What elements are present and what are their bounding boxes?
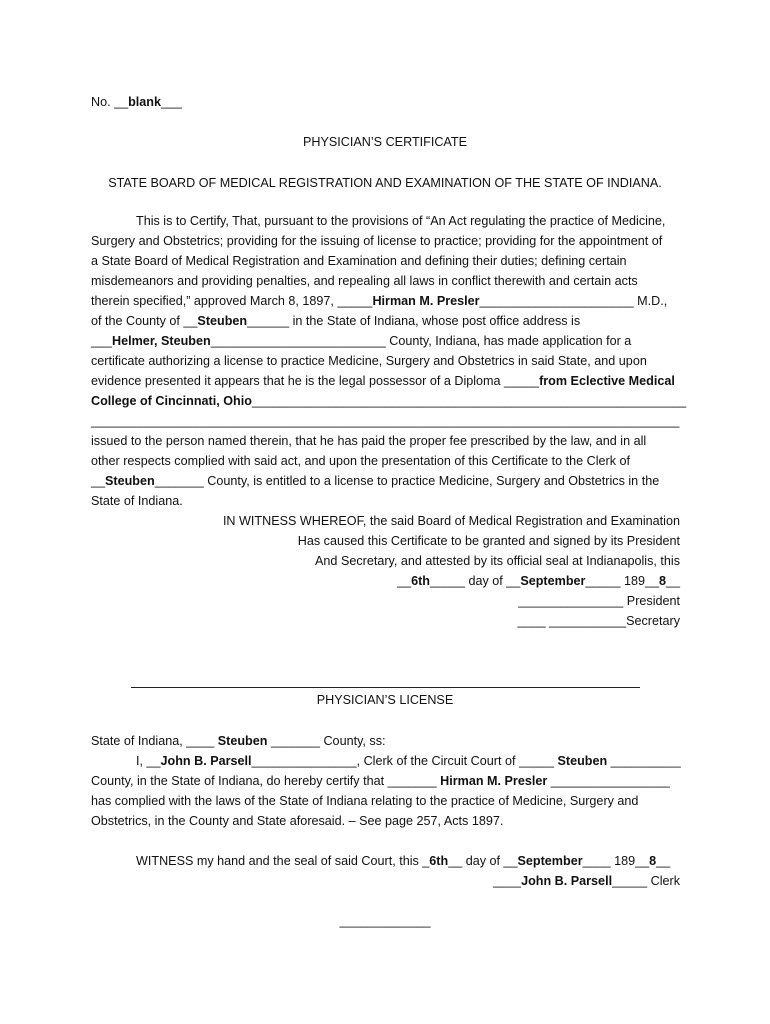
body-line-13: other respects complied with said act, and upon the presentation of this Certificate to the Clerk of <box>91 454 631 468</box>
bottom-blank-line: _____________ <box>339 914 431 928</box>
body-line-14: __Steuben_______ County, is entitled to a license to practice Medicine, Surgery and Obstetrics in the <box>91 474 660 488</box>
witness-year: 8 <box>658 574 666 588</box>
license-line-4: has complied with the laws of the State of Indiana relating to the practice of Medicine, Surgery and <box>91 794 639 808</box>
body-line-3: a State Board of Medical Registration and Examination and defining their duties; defining certain <box>91 254 627 268</box>
certificate-number <box>91 94 182 110</box>
body-line-12: issued to the person named therein, that he has paid the proper fee prescribed by the law, and in all <box>91 434 647 448</box>
licensee-name: Hirman M. Presler <box>440 774 548 788</box>
body-line-10: College of Cincinnati, Ohio______________________________________________________________ <box>91 394 687 408</box>
board-line: STATE BOARD OF MEDICAL REGISTRATION AND EXAMINATION OF THE STATE OF INDIANA. <box>108 176 662 190</box>
number-label: No. __ <box>91 95 129 109</box>
witness-line-2: Has caused this Certificate to be granted and signed by its President <box>297 534 680 548</box>
diploma-college: College of Cincinnati, Ohio <box>91 394 252 408</box>
license-line-5: Obstetrics, in the County and State aforesaid. – See page 257, Acts 1897. <box>91 814 504 828</box>
license-county: Steuben <box>105 474 155 488</box>
diploma-source: from Eclective Medical <box>539 374 675 388</box>
license-line-3: County, in the State of Indiana, do hereby certify that _______ Hirman M. Presler _________________ <box>91 774 670 788</box>
license-day: 6th <box>429 854 449 868</box>
body-line-5: therein specified,” approved March 8, 1897, _____Hirman M. Presler______________________ M.D., <box>91 294 668 308</box>
body-line-7: ___Helmer, Steuben_________________________ County, Indiana, has made application for a <box>91 334 632 348</box>
body-line-4: misdemeanors and providing penalties, and repealing all laws in conflict therewith and certain acts <box>91 274 638 288</box>
witness-date: __6th_____ day of __September_____ 189__8__ <box>397 574 680 588</box>
physician-name: Hirman M. Presler <box>372 294 480 308</box>
body-line-8: certificate authorizing a license to practice Medicine, Surgery and Obstetrics in said State, and upon <box>91 354 647 368</box>
body-line-6: of the County of __Steuben______ in the State of Indiana, whose post office address is <box>91 314 581 328</box>
license-state-county: Steuben <box>217 734 268 748</box>
signing-clerk: John B. Parsell <box>521 874 613 888</box>
clerk-name: John B. Parsell <box>160 754 252 768</box>
body-line-9: evidence presented it appears that he is the legal possessor of a Diploma _____from Eclective Medical <box>91 374 675 388</box>
license-line-2: I, __John B. Parsell_______________, Clerk of the Circuit Court of _____ Steuben __________ <box>136 754 681 768</box>
witness-line-1: IN WITNESS WHEREOF, the said Board of Medical Registration and Examination <box>222 514 680 528</box>
license-month: September <box>517 854 583 868</box>
section-divider <box>131 687 640 688</box>
post-office-address: Helmer, Steuben <box>112 334 211 348</box>
witness-month: September <box>520 574 586 588</box>
license-witness: WITNESS my hand and the seal of said Court, this _6th__ day of __September____ 189__8__ <box>136 854 671 868</box>
body-line-15: State of Indiana. <box>91 494 183 508</box>
body-line-1: This is to Certify, That, pursuant to the provisions of “An Act regulating the practice of Medicine, <box>136 214 666 228</box>
clerk-signature-line: ____John B. Parsell_____ Clerk <box>493 874 680 888</box>
blank-line: ____________________________________________________________________________________ <box>91 414 680 428</box>
witness-day: 6th <box>411 574 430 588</box>
president-signature-line: _______________ President <box>518 594 680 608</box>
license-year: 8 <box>649 854 657 868</box>
body-line-2: Surgery and Obstetrics; providing for the issuing of license to practice; providing for the appointment of <box>91 234 663 248</box>
number-value: blank <box>128 95 162 109</box>
county-name: Steuben <box>197 314 248 328</box>
secretary-signature-line: ____ ___________Secretary <box>517 614 680 628</box>
number-blank: ___ <box>161 95 183 109</box>
certificate-title: PHYSICIAN’S CERTIFICATE <box>303 135 467 149</box>
witness-line-3: And Secretary, and attested by its official seal at Indianapolis, this <box>315 554 680 568</box>
court-county: Steuben <box>557 754 608 768</box>
license-line-1: State of Indiana, ____ Steuben _______ County, ss: <box>91 734 386 748</box>
license-title: PHYSICIAN’S LICENSE <box>316 693 454 707</box>
